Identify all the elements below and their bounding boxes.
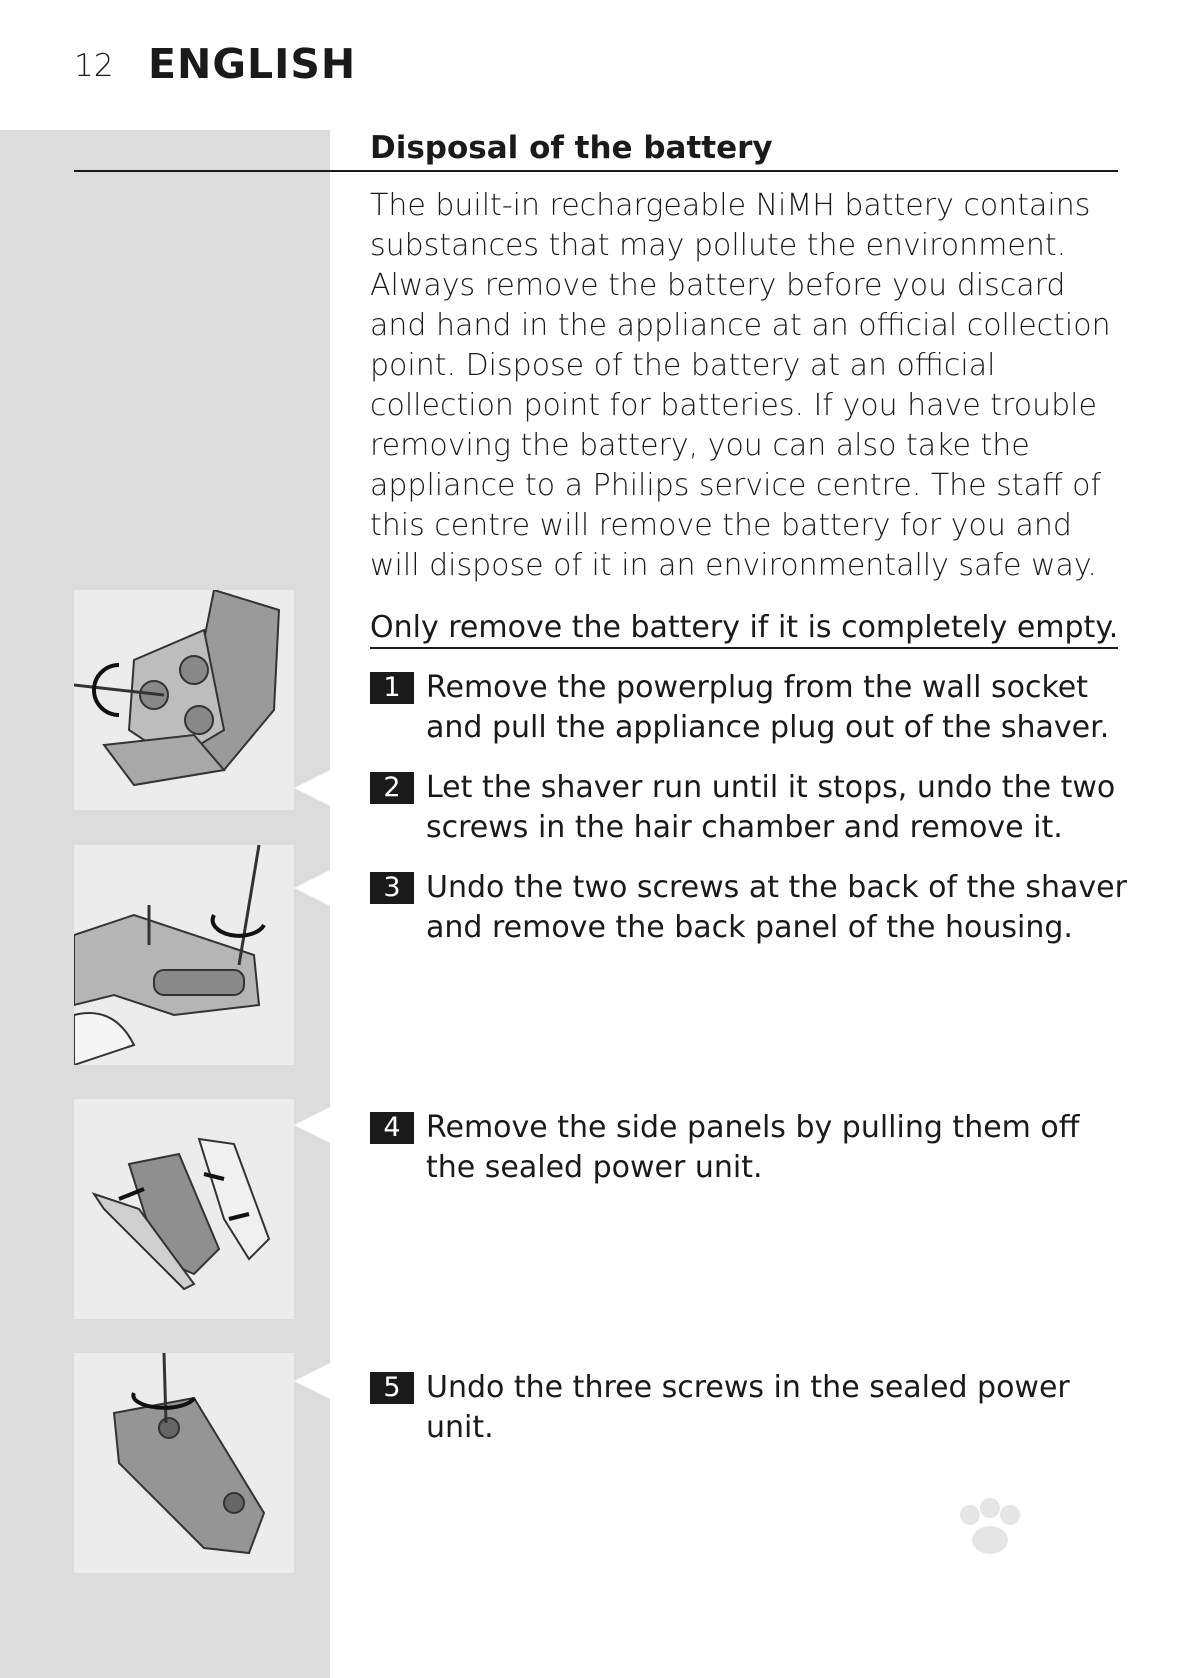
- side-panels-illustration: [74, 1099, 294, 1319]
- step-number: 3: [370, 872, 414, 904]
- step-text: Remove the side panels by pulling them off the sealed power unit.: [426, 1110, 1080, 1185]
- section-title: Disposal of the battery: [370, 130, 773, 166]
- step-number: 4: [370, 1112, 414, 1144]
- step-number: 5: [370, 1372, 414, 1404]
- step-text: Undo the two screws at the back of the shaver and remove the back panel of the housing.: [426, 870, 1127, 945]
- paw-logo-icon: [840, 1490, 1130, 1630]
- illustration-pointer: [294, 1363, 330, 1399]
- illustration-pointer: [294, 1107, 330, 1143]
- step-number: 2: [370, 772, 414, 804]
- warning-text: Only remove the battery if it is completely empty.: [370, 610, 1118, 649]
- step-text: Remove the powerplug from the wall socket and pull the appliance plug out of the shaver.: [426, 670, 1110, 745]
- warning-note: [370, 608, 1118, 648]
- section-rule: [74, 170, 1118, 172]
- step-text: Let the shaver run until it stops, undo the two screws in the hair chamber and remove it.: [426, 770, 1116, 845]
- baidu-watermark: [840, 1490, 1130, 1630]
- power-unit-screws-illustration: [74, 1353, 294, 1573]
- step-number: 1: [370, 672, 414, 704]
- step-text: Undo the three screws in the sealed power unit.: [426, 1370, 1070, 1445]
- illustration-pointer: [294, 870, 330, 906]
- language-label: ENGLISH: [148, 40, 357, 88]
- illustration-pointer: [294, 770, 330, 806]
- intro-paragraph: The built-in rechargeable NiMH battery contains substances that may pollute the environment. Always remove the battery before you discard and hand in the appliance at an official collection point. Dispose of the battery at an official collection point for batteries. If you have trouble removing the battery, you can also take the appliance to a Philips service centre. The staff of this centre will remove the battery for you and will dispose of it in an environmentally safe way.: [370, 188, 1111, 583]
- hair-chamber-screws-illustration: [74, 590, 294, 810]
- page-number: 12: [74, 48, 114, 84]
- back-panel-screws-illustration: [74, 845, 294, 1065]
